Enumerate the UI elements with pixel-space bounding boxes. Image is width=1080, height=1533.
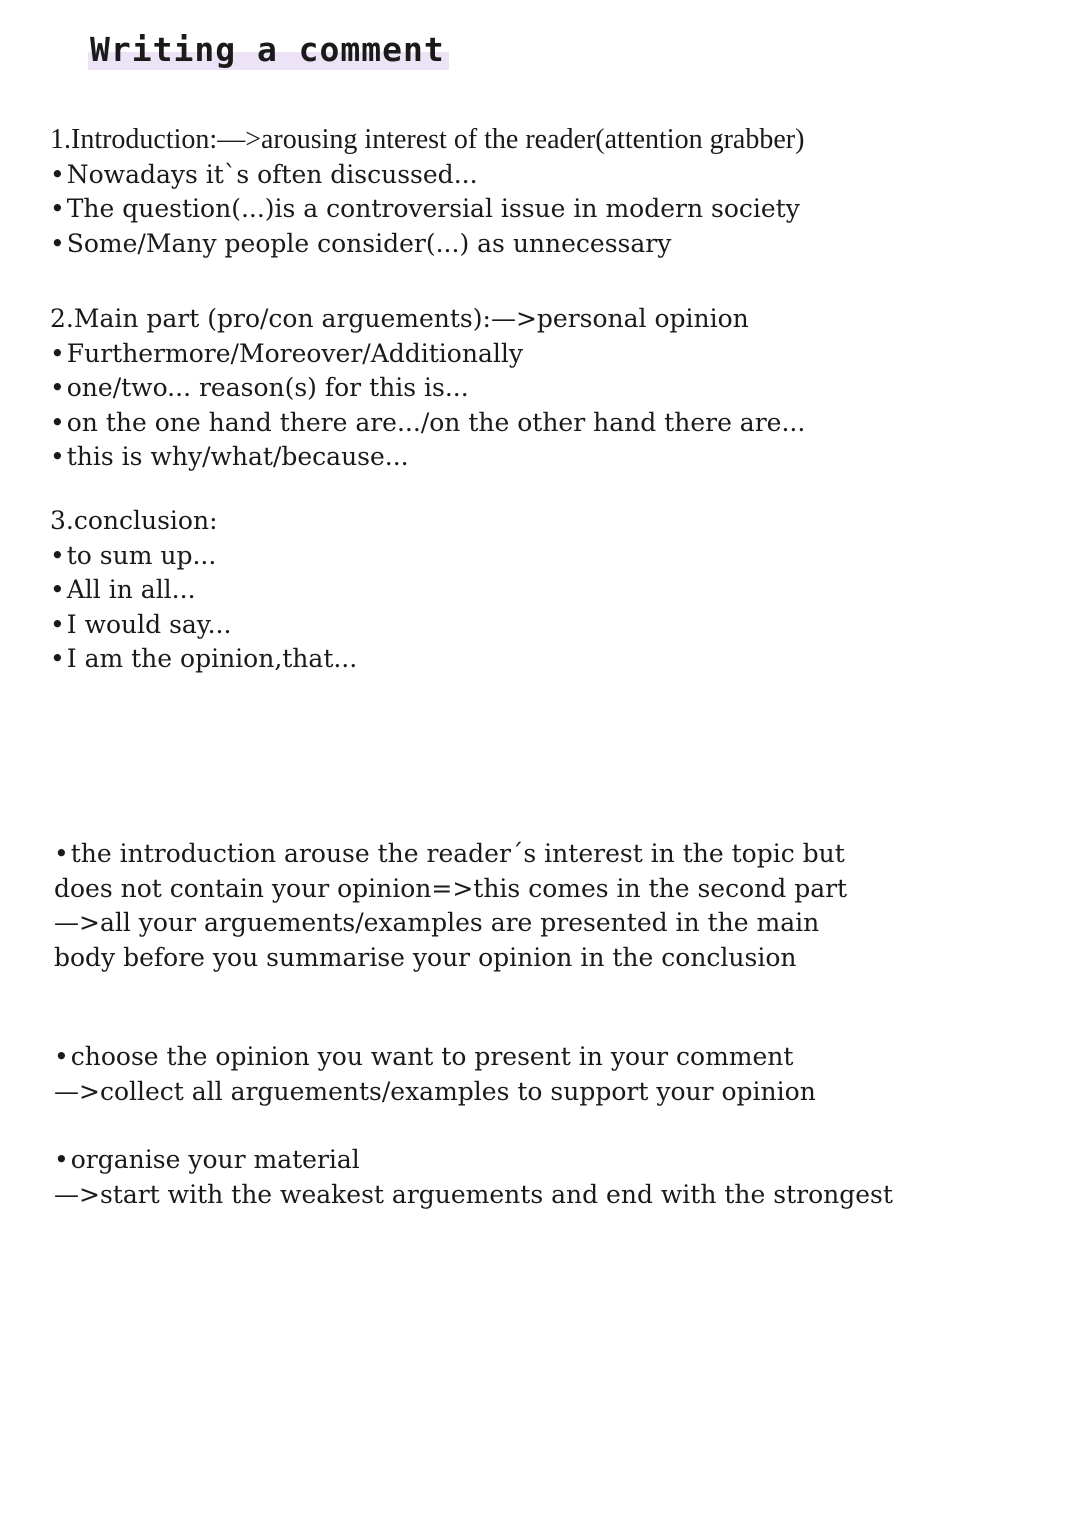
note-line: —>all your arguements/examples are presented in the main xyxy=(54,908,820,937)
section-heading: 3.conclusion: xyxy=(50,506,218,535)
note-line: • organise your material xyxy=(54,1143,893,1178)
list-item: • to sum up... xyxy=(50,539,357,574)
list-item: • All in all... xyxy=(50,573,357,608)
list-item: • on the one hand there are.../on the other hand there are... xyxy=(50,406,805,441)
section-heading: 1.Introduction:—>arousing interest of the reader(attention grabber) xyxy=(50,124,805,155)
note-line: • choose the opinion you want to present in your comment xyxy=(54,1040,816,1075)
note-line: body before you summarise your opinion in the conclusion xyxy=(54,942,797,972)
list-item: • Furthermore/Moreover/Additionally xyxy=(50,337,805,372)
list-item: • The question(...)is a controversial issue in modern society xyxy=(50,192,804,227)
note-line: does not contain your opinion=>this comes in the second part xyxy=(54,873,848,903)
note-line: —>collect all arguements/examples to support your opinion xyxy=(54,1076,816,1106)
list-item: • this is why/what/because... xyxy=(50,440,805,475)
note-structure xyxy=(54,837,847,975)
note-line: —>start with the weakest arguements and end with the strongest xyxy=(54,1179,893,1209)
list-item: • one/two... reason(s) for this is... xyxy=(50,371,805,406)
list-item: • I am the opinion,that... xyxy=(50,642,357,677)
page-title: Writing a comment xyxy=(88,28,449,72)
section-conclusion xyxy=(50,504,357,677)
section-heading: 2.Main part (pro/con arguements):—>personal opinion xyxy=(50,304,749,333)
section-main-part xyxy=(50,302,805,475)
note-choose-opinion xyxy=(54,1040,816,1109)
note-line: • the introduction arouse the reader´s interest in the topic but xyxy=(54,837,847,872)
section-introduction xyxy=(50,123,804,261)
note-organise-material xyxy=(54,1143,893,1212)
list-item: • Nowadays it`s often discussed... xyxy=(50,158,804,193)
list-item: • Some/Many people consider(...) as unnecessary xyxy=(50,227,804,262)
list-item: • I would say... xyxy=(50,608,357,643)
